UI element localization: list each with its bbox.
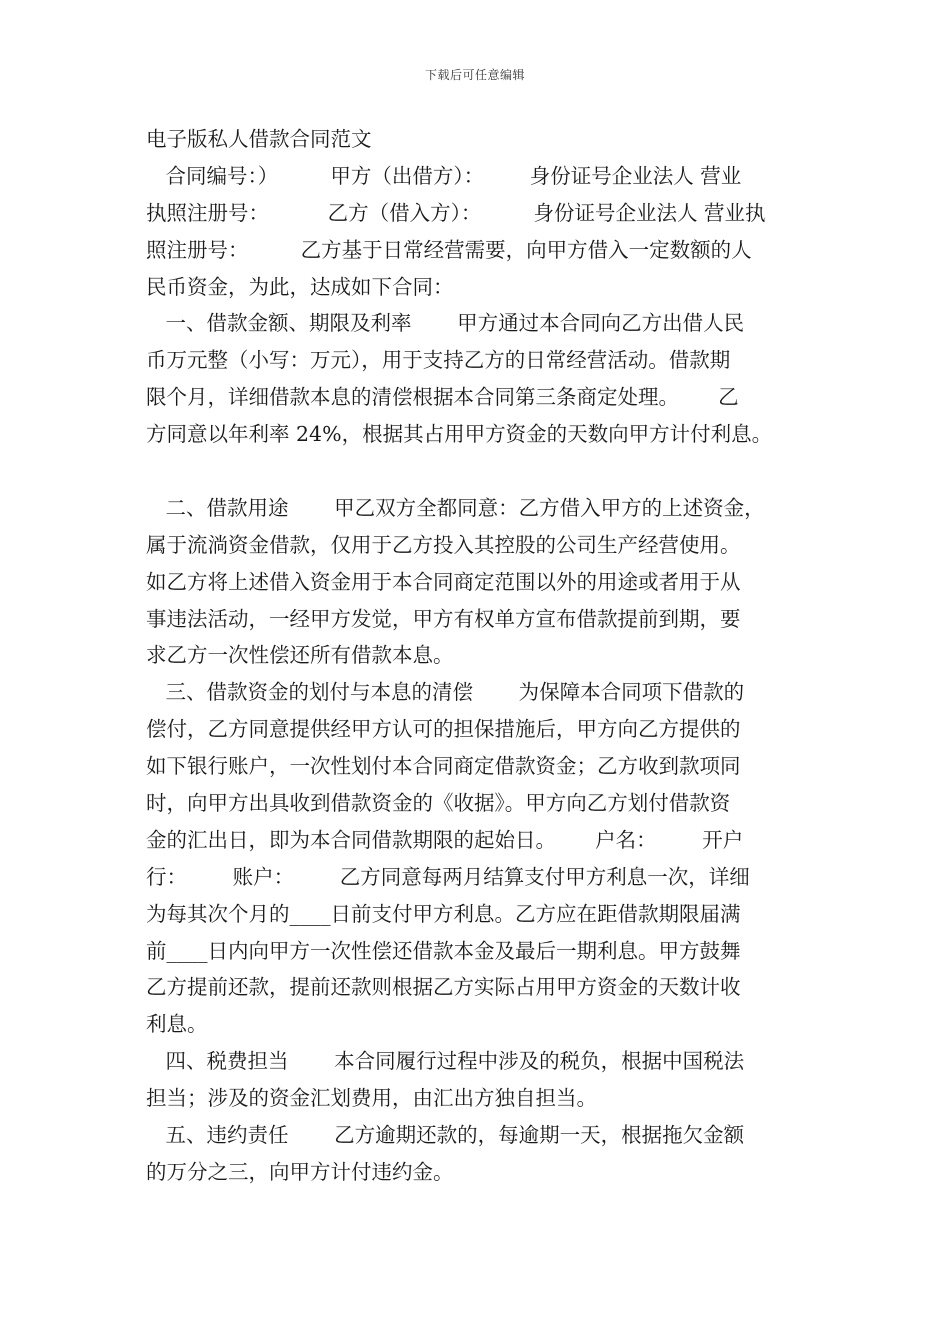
- paragraph-loan-purpose: [146, 490, 822, 674]
- paragraph-taxes-fees: [146, 1043, 822, 1117]
- text-line: 为每其次个月的____日前支付甲方利息。乙方应在距借款期限届满: [146, 901, 741, 926]
- text-line: 时，向甲方出具收到借款资金的《收据》。甲方向乙方划付借款资: [146, 791, 731, 816]
- text-line: 事违法活动，一经甲方发觉，甲方有权单方宣布借款提前到期，要: [146, 606, 741, 631]
- text-line: 前____日内向甲方一次性偿还借款本金及最后一期利息。甲方鼓舞: [146, 938, 741, 963]
- text-line: 一、借款金额、期限及利率 甲方通过本合同向乙方出借人民: [146, 311, 745, 336]
- text-line: 属于流淌资金借款，仅用于乙方投入其控股的公司生产经营使用。: [146, 532, 741, 557]
- text-line: 限个月，详细借款本息的清偿根据本合同第三条商定处理。 乙: [146, 385, 739, 410]
- text-line: 如下银行账户，一次性划付本合同商定借款资金；乙方收到款项同: [146, 754, 741, 779]
- text-line: 三、借款资金的划付与本息的清偿 为保障本合同项下借款的: [146, 680, 745, 705]
- text-line: 币万元整（小写：万元），用于支持乙方的日常经营活动。借款期: [146, 348, 731, 373]
- document-body: [146, 121, 822, 1191]
- text-line: 照注册号： 乙方基于日常经营需要，向甲方借入一定数额的人: [146, 237, 752, 262]
- text-line: 担当；涉及的资金汇划费用，由汇出方独自担当。: [146, 1086, 597, 1111]
- paragraph-loan-amount-term-rate: [146, 305, 822, 453]
- paragraph-contract-parties: [146, 158, 822, 306]
- text-line: 四、税费担当 本合同履行过程中涉及的税负，根据中国税法: [146, 1049, 745, 1074]
- text-line: 民币资金，为此，达成如下合同：: [146, 274, 454, 299]
- paragraph-spacer: [146, 453, 822, 490]
- text-line: 如乙方将上述借入资金用于本合同商定范围以外的用途或者用于从: [146, 569, 741, 594]
- text-line: 五、违约责任 乙方逾期还款的，每逾期一天，根据拖欠金额: [146, 1123, 745, 1148]
- text-line: 执照注册号： 乙方（借入方）： 身份证号企业法人 营业执: [146, 200, 766, 225]
- text-line: 利息。: [146, 1012, 208, 1037]
- text-line: 的万分之三，向甲方计付违约金。: [146, 1159, 454, 1184]
- text-line: 方同意以年利率 24%，根据其占用甲方资金的天数向甲方计付利息。: [146, 422, 773, 447]
- paragraph-fund-transfer-repayment: [146, 674, 822, 1043]
- text-line: 金的汇出日，即为本合同借款期限的起始日。 户名： 开户: [146, 827, 744, 852]
- text-line: 乙方提前还款，提前还款则根据乙方实际占用甲方资金的天数计收: [146, 975, 741, 1000]
- page-header-note: 下载后可任意编辑: [424, 68, 525, 82]
- text-line: 合同编号：） 甲方（出借方）： 身份证号企业法人 营业: [146, 163, 742, 188]
- paragraph-breach-liability: [146, 1117, 822, 1191]
- document-title: 电子版私人借款合同范文: [146, 127, 372, 151]
- text-line: 求乙方一次性偿还所有借款本息。: [146, 643, 454, 668]
- text-line: 行： 账户： 乙方同意每两月结算支付甲方利息一次，详细: [146, 864, 750, 889]
- text-line: 偿付，乙方同意提供经甲方认可的担保措施后，甲方向乙方提供的: [146, 717, 741, 742]
- text-line: 二、借款用途 甲乙双方全都同意：乙方借入甲方的上述资金，: [146, 495, 765, 520]
